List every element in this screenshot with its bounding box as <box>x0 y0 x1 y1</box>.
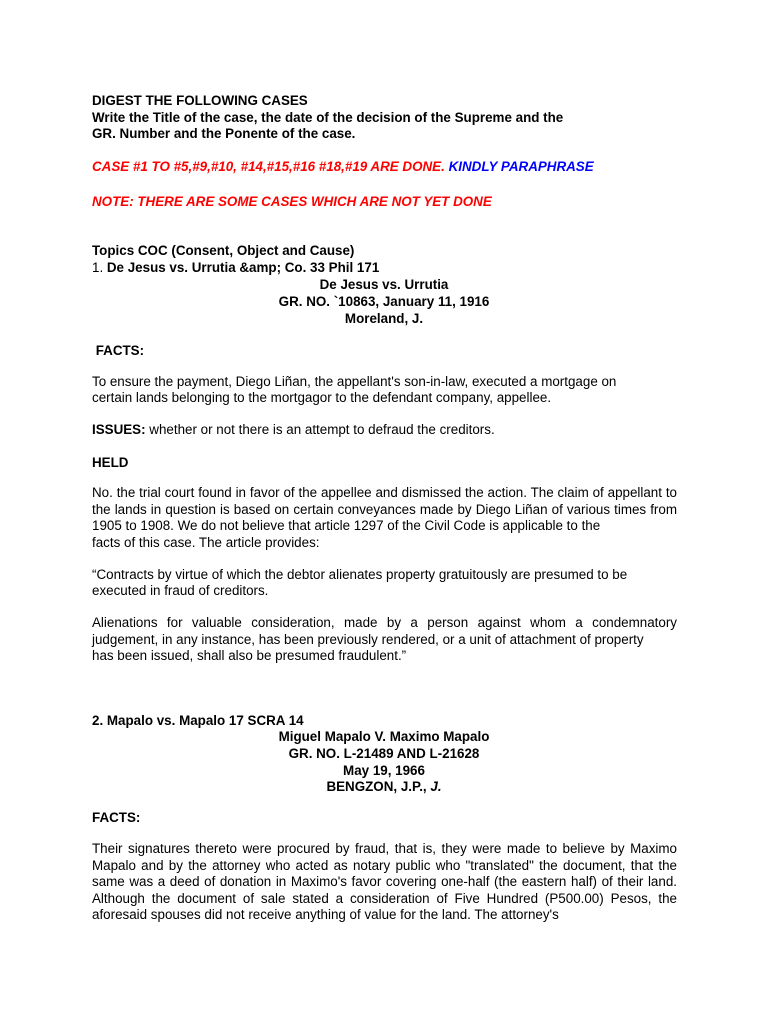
case1-held-p1-body: No. the trial court found in favor of the appellee and dismissed the action. The claim of appellant to the lands in question is based on certain conveyances made by Diego Liñan of various times from 1905 to 1908. We do not believe that article 1297 of the Civil Code is applicable to the <box>92 485 677 533</box>
case2-heading: 2. Mapalo vs. Mapalo 17 SCRA 14 <box>92 713 304 728</box>
case1-held-quote-line-2: executed in fraud of creditors. <box>92 583 269 598</box>
note-text: NOTE: THERE ARE SOME CASES WHICH ARE NOT YET DONE <box>92 194 492 209</box>
case1-facts-line-2: certain lands belonging to the mortgagor to the defendant company, appellee. <box>92 390 552 405</box>
case1-issues <box>92 422 495 438</box>
case2-date: May 19, 1966 <box>343 763 425 778</box>
instruction-line-2: GR. Number and the Ponente of the case. <box>92 126 356 141</box>
topics-heading: Topics COC (Consent, Object and Cause) <box>92 243 355 258</box>
case2-facts-paragraph: Their signatures thereto were procured by fraud, that is, they were made to believe by Maximo Mapalo and by the attorney who acted as notary public who "translated" the document, that the same was a deed of donation in Maximo's favor covering one-half (the eastern half) of their land. Although the document of sale stated a consideration of Five Hundred (P500.00) Pesos, the aforesaid spouses did not receive anything of value for the land. The attorney's <box>92 841 677 922</box>
case1-held-p3-last: has been issued, shall also be presumed fraudulent.” <box>92 648 407 663</box>
case2-ponente <box>0 779 768 795</box>
case2-gr-number: GR. NO. L-21489 AND L-21628 <box>288 746 480 761</box>
case1-held-p3-body: Alienations for valuable consideration, made by a person against whom a condemnatory judgement, in any instance, has been previously rendered, or a unit of attachment of property <box>92 615 677 647</box>
case2-ponente-name: BENGZON, J.P., <box>326 779 431 794</box>
done-cases-text: CASE #1 TO #5,#9,#10, #14,#15,#16 #18,#19 ARE DONE <box>92 159 442 174</box>
case1-title: De Jesus vs. Urrutia <box>319 277 449 292</box>
document-title: DIGEST THE FOLLOWING CASES <box>92 93 308 108</box>
case1-held-p1-last: facts of this case. The article provides: <box>92 534 320 550</box>
case1-facts-line-1: To ensure the payment, Diego Liñan, the appellant's son-in-law, executed a mortgage on <box>92 374 617 389</box>
case1-held-paragraph-1 <box>92 485 677 551</box>
done-punct: . <box>441 159 445 174</box>
case1-gr-number: GR. NO. `10863, January 11, 1916 <box>278 294 490 309</box>
paraphrase-text: KINDLY PARAPHRASE <box>448 159 594 174</box>
case1-facts-label: FACTS: <box>92 343 145 358</box>
case1-held-quote-line-1: “Contracts by virtue of which the debtor alienates property gratuitously are presumed to be <box>92 567 628 582</box>
case1-held-label: HELD <box>92 455 129 470</box>
case2-facts-label: FACTS: <box>92 810 141 825</box>
status-line <box>92 159 594 175</box>
case2-title: Miguel Mapalo V. Maximo Mapalo <box>278 729 490 744</box>
case1-ponente: Moreland, J. <box>344 311 424 326</box>
case2-ponente-j: J. <box>430 779 442 794</box>
case1-heading <box>92 260 379 276</box>
case1-number: 1. <box>92 260 107 275</box>
case1-issues-text: whether or not there is an attempt to defraud the creditors. <box>145 422 495 437</box>
instruction-line-1: Write the Title of the case, the date of the decision of the Supreme and the <box>92 110 564 125</box>
case1-held-paragraph-3 <box>92 615 677 665</box>
case1-heading-text: De Jesus vs. Urrutia &amp; Co. 33 Phil 171 <box>106 260 380 275</box>
case1-issues-label: ISSUES: <box>92 422 146 437</box>
